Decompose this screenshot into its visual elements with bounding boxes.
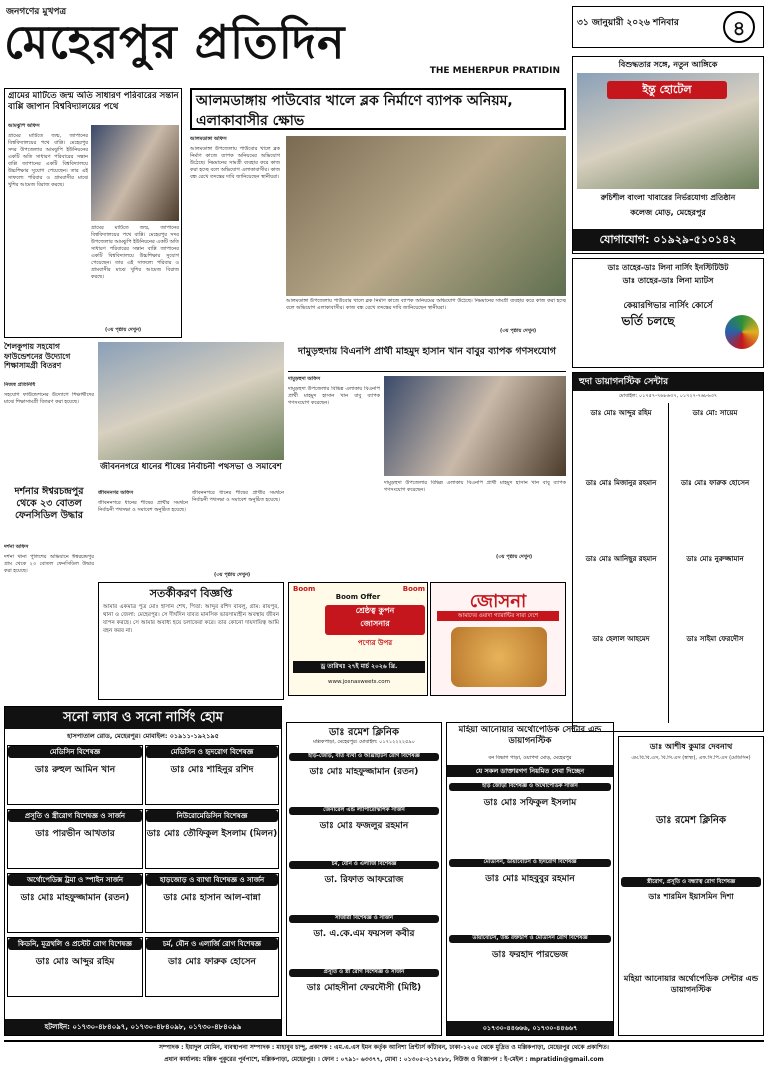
lead-story-headline: আলমডাঙ্গায় পাউবোর খালে ব্লক নির্মাণে ব্যাপক অনিয়ম, এলাকাবাসীর ক্ষোভ bbox=[190, 88, 566, 130]
boom-offer-label: Boom Offer bbox=[335, 593, 381, 601]
rb-footer-title: মহিয়া আনোয়ার অর্থোপেডিক সেন্টার এন্ড ডায়াগনস্টিক bbox=[623, 974, 759, 994]
mohia-row-3 bbox=[449, 935, 611, 1005]
ramesh-row-3 bbox=[289, 861, 439, 911]
story-campaign-continued: (৩য় পৃষ্ঠায় দেখুন) bbox=[496, 554, 533, 560]
ramesh-row-2 bbox=[289, 807, 439, 857]
story-campaign-body2: দামুড়হুদা উপজেলার বিভিন্ন এলাকায় বিএনপি প্রার্থী মাহমুদ হাসান খান বাবু ব্যাপক গণসংযোগ করেছেন। bbox=[384, 480, 566, 493]
rb-doctor-1-degree: এম.বি.বি.এস, বি.সি.এস (স্বাস্থ্য), এফ.সি.পি.এস (মেডিসিন) bbox=[631, 755, 751, 761]
sono-address: হাসপাতাল রোড, মেহেরপুর। মোবাইল: ০১৯১১-১৯২১৯৫ bbox=[67, 732, 219, 740]
mohia-row-1 bbox=[449, 783, 611, 853]
hotel-contact: যোগাযোগ: ০১৯২৯-৫১০১৪২ bbox=[573, 229, 763, 251]
rb-doctor-2: ডাঃ শারমিন ইয়াসমিন দিশা bbox=[648, 892, 734, 901]
mohia-row-2 bbox=[449, 859, 611, 929]
sono-row-1 bbox=[7, 745, 143, 805]
story-darshana bbox=[4, 486, 94, 690]
sono-row-6 bbox=[145, 873, 279, 933]
story-paddy-photo bbox=[98, 342, 284, 460]
sono-doctor-3: ডাঃ পারভীন আখতার bbox=[35, 829, 115, 839]
sono-spec-4: নিউরোমেডিসিন বিশেষজ্ঞ bbox=[146, 810, 278, 822]
mohia-doctor-2: ডাঃ মোঃ মাহবুবুর রহমান bbox=[485, 874, 575, 884]
story-bappi-body2: গ্রামের মাটিতে জন্ম, জাপানের বিশ্ববিদ্যালয়ের পথে বাপ্পি। মেহেরপুর সদর উপজেলার আমঝুপি ইউনিয়নের একটি অতি সাধারণ পরিবারের সন্তান বাপ্পি জাপানের একটি বিশ্ববিদ্যালয়ে উচ্চশিক্ষার সুযোগ পেয়েছেন। তার এই সাফল্যে পরিবার ও গ্রামবাসীর মাঝে খুশির আমেজ বিরাজ করছে। bbox=[91, 225, 179, 280]
coupon-banner bbox=[325, 605, 425, 635]
sono-lab-ad bbox=[4, 706, 282, 1036]
sono-doctor-5: ডাঃ মোঃ মাহফুজ্জামান (রতন) bbox=[20, 893, 130, 903]
ramesh-row-5 bbox=[289, 969, 439, 1029]
footer-line-2: প্রধান কার্যালয়: মল্লিক পুকুরের পূর্বপাশে, মল্লিকপাড়া, মেহেরপুর। । ফোন : ০৭৯১- ৬৩৩৭৭, মোবা : ০১৩০৫-২১৭৫৮৮, নিউজ ও বিজ্ঞাপন : ই-মেইল : mpratidin@gmail.com bbox=[164, 1056, 604, 1063]
hoda-divider bbox=[668, 403, 669, 723]
lead-story-body: আলমডাঙ্গা উপজেলায় পাউবোর খালে ব্লক নির্মাণ কাজে ব্যাপক অনিয়মের অভিযোগ উঠেছে। নিম্নমানের সামগ্রী ব্যবহার করে কাজ করা হচ্ছে বলে অভিযোগ এলাকাবাসীর। কাজ বন্ধ রেখে তদন্তের দাবি জানিয়েছেন স্থানীয়রা। bbox=[190, 146, 280, 180]
sono-doctor-7: ডাঃ মোঃ আব্দুর রহিম bbox=[35, 957, 115, 967]
ramesh-spec-2: জেনারেল এন্ড ল্যাপারোস্কপিক সার্জন bbox=[289, 807, 439, 815]
mohia-ad bbox=[446, 722, 614, 1036]
ramesh-row-4 bbox=[289, 915, 439, 965]
story-campaign-photo bbox=[384, 376, 566, 476]
story-paddy-headline: জীবননগরে ধানের শীষের নির্বাচনী পথসভা ও সমাবেশ bbox=[100, 462, 282, 472]
hotel-sign: ইন্তু হোটেল bbox=[607, 81, 727, 99]
sono-spec-7: কিডনি, মূত্রথলি ও প্রস্টেট রোগ বিশেষজ্ঞ bbox=[8, 938, 142, 950]
notice-title: সতর্কীকরণ বিজ্ঞপ্তি bbox=[149, 587, 233, 600]
career-course: কেয়ারগিভার নার্সিং কোর্সে bbox=[623, 301, 713, 311]
mohia-doctor-3: ডাঃ ফরহাদ পারভেজ bbox=[492, 950, 568, 960]
admission-label: ভর্তি চলছে bbox=[621, 314, 675, 328]
story-bappi-continued: (৩য় পৃষ্ঠায় দেখুন) bbox=[105, 327, 142, 333]
hoda-doctor-7: ডাঃ হেলাল আহমেদ bbox=[592, 635, 650, 643]
sono-row-8 bbox=[145, 937, 279, 997]
story-darshana-body: দর্শনা থানা পুলিশের অভিযানে ঈশ্বরচন্দ্রপুর গ্রাম থেকে ২৩ বোতল ফেনসিডিল উদ্ধার করা হয়েছে। bbox=[4, 554, 94, 574]
ramesh-spec-4: সার্জারী বিশেষজ্ঞ ও সার্জন bbox=[289, 915, 439, 923]
ramesh-clinic-title: ডাঃ রমেশ ক্লিনিক bbox=[328, 727, 400, 738]
sono-hotline: হটলাইন: ০১৭৩০-৪৮৪০৯৭, ০১৭৩০-৪৮৪০৯৮, ০১৭৩০-৪৮৪০৯৯ bbox=[5, 1019, 281, 1035]
nursing-title: ডাঃ তাহের-ডাঃ লিনা নার্সিং ইনস্টিটিউট bbox=[607, 263, 729, 272]
story-bappi-byline: আমঝুপি অফিস bbox=[8, 123, 40, 129]
sono-spec-8: চর্ম, যৌন ও এলার্জি রোগ বিশেষজ্ঞ bbox=[146, 938, 278, 950]
notice-body: আমার একমাত্র পুত্র মোঃ হাসান শেখ, পিতা: আব্দুর রশিদ বাবলু, গ্রাম: রায়পুর, থানা ও জেলা: মেহেরপুর। সে দীর্ঘদিন যাবত মানসিক ভারসাম্যহীন অবস্থায় জীবন যাপন করছে। সে আমার অবাধ্য হয়ে চলাফেরা করে। তার কোনো দায়দায়িত্ব আমি বহন করব না। bbox=[103, 604, 279, 634]
ramesh-clinic-address: মল্লিকপাড়া, মেহেরপুর। মোবাইল: ০১৭১২২২২৫৯০ bbox=[313, 739, 415, 745]
mohia-title: মহিয়া আনোয়ার অর্থোপেডিক সেন্টার এন্ড ডায়াগনস্টিক bbox=[458, 725, 602, 746]
sono-row-3 bbox=[7, 809, 143, 869]
warning-notice bbox=[98, 582, 284, 700]
hoda-doctor-3: ডাঃ মোঃ মিজানুর রহমান bbox=[585, 479, 657, 487]
lead-story-photo bbox=[286, 136, 566, 296]
mohia-spec-2: মেডিসিন, ডায়াবেটিস ও হৃদরোগ বিশেষজ্ঞ bbox=[449, 859, 611, 867]
ramesh-doctor-3: ডা. রিফাত আফরোজ bbox=[324, 875, 404, 885]
sono-row-5 bbox=[7, 873, 143, 933]
coupon-brand: জোসনার bbox=[360, 619, 390, 628]
josna-ad bbox=[430, 582, 566, 696]
hoda-doctor-4: ডাঃ মোঃ ফারুক হোসেন bbox=[680, 479, 750, 487]
hoda-doctor-1: ডাঃ মোঃ আব্দুর রহিম bbox=[590, 409, 652, 417]
hotel-ad bbox=[572, 56, 764, 254]
sono-row-7 bbox=[7, 937, 143, 997]
hotel-location: কলেজ মোড়, মেহেরপুর bbox=[630, 208, 706, 217]
sono-spec-1: মেডিসিন বিশেষজ্ঞ bbox=[8, 746, 142, 758]
sono-doctor-4: ডাঃ মোঃ তৌফিকুল ইসলাম (মিলন) bbox=[146, 829, 278, 839]
story-campaign-byline: দামুড়হুদা অফিস bbox=[288, 376, 321, 382]
josna-brand: জোসনা bbox=[469, 591, 527, 609]
story-bappi-photo bbox=[91, 125, 179, 221]
ramesh-spec-3: চর্ম, যৌন ও এলার্জি বিশেষজ্ঞ bbox=[289, 861, 439, 869]
sono-spec-3: প্রসূতি ও স্ত্রীরোগ বিশেষজ্ঞ ও সার্জন bbox=[8, 810, 142, 822]
coupon-product: পণ্যের উপর bbox=[357, 639, 393, 647]
coupon-text: শ্রেষ্ঠত্ব কুপন bbox=[355, 606, 395, 615]
story-blankets bbox=[4, 342, 94, 482]
ramesh-doctor-5: ডাঃ মোহসীনা ফেরদৌসী (মিষ্টি) bbox=[306, 983, 422, 993]
ramesh-doctor-1: ডাঃ মোঃ মাহফুজ্জামান (রতন) bbox=[309, 767, 419, 777]
footer bbox=[4, 1040, 764, 1068]
ramesh-doctor-4: ডা. এ.কে.এম ফয়সল কবীর bbox=[313, 929, 415, 939]
lead-story-body-cont: আলমডাঙ্গা উপজেলায় পাউবোর খালে ব্লক নির্মাণ কাজে ব্যাপক অনিয়মের অভিযোগ উঠেছে। নিম্নমানের সামগ্রী ব্যবহার করে কাজ করা হচ্ছে বলে অভিযোগ এলাকাবাসীর। কাজ বন্ধ রেখে তদন্তের দাবি জানিয়েছেন স্থানীয়রা। bbox=[286, 298, 566, 311]
masthead-title: মেহেরপুর প্রতিদিন bbox=[4, 15, 346, 69]
story-bappi-body: গ্রামের মাটিতে জন্ম, জাপানের বিশ্ববিদ্যালয়ের পথে বাপ্পি। মেহেরপুর সদর উপজেলার আমঝুপি ইউনিয়নের একটি অতি সাধারণ পরিবারের সন্তান বাপ্পি জাপানের একটি বিশ্ববিদ্যালয়ে উচ্চশিক্ষার সুযোগ পেয়েছেন। তার এই সাফল্যে পরিবার ও গ্রামবাসীর মাঝে খুশির আমেজ বিরাজ করছে। bbox=[8, 133, 88, 188]
masthead-tagline: জনগণের মুখপত্র bbox=[6, 7, 67, 16]
hotel-slogan: বিশুদ্ধতার সঙ্গে, নতুন আঙ্গিকে bbox=[618, 60, 718, 69]
date-text: ৩১ জানুয়ারী ২০২৬ শনিবার bbox=[577, 18, 679, 28]
hoda-diagnostic bbox=[572, 372, 764, 732]
mohia-doctor-1: ডাঃ মোঃ সফিকুল ইসলাম bbox=[483, 798, 577, 808]
hoda-title: হুদা ডায়াগনস্টিক সেন্টার bbox=[573, 373, 763, 391]
hotel-photo bbox=[577, 73, 759, 189]
josna-sweets-image bbox=[451, 627, 547, 687]
mohia-spec-1: হাড় জোড়া বিশেষজ্ঞ ও অর্থোপেডিক সার্জন bbox=[449, 783, 611, 791]
draw-date: ড্র তারিখঃ ২৭ই মার্চ ২০২৬ খ্রি. bbox=[293, 661, 425, 673]
story-paddy-byline: জীবননগর অফিস bbox=[98, 490, 134, 496]
story-blankets-headline: শৈলকুপায় সহযোগ ফাউন্ডেশনের উদ্যোগে শিক্ষাসামগ্রী বিতরণ bbox=[4, 342, 71, 370]
story-bappi-headline: গ্রামের মাটিতে জন্ম অতি সাধারণ পরিবারের সন্তান বাপ্পি জাপান বিশ্ববিদ্যালয়ের পথে bbox=[8, 91, 179, 112]
nursing-logo-icon bbox=[725, 315, 759, 349]
hotel-caption: রুচিশীল বাংলা খাবারের নির্ভরযোগ্য প্রতিষ্ঠান bbox=[600, 193, 736, 202]
sono-doctor-6: ডাঃ মোঃ হাসান আল-বান্না bbox=[163, 893, 261, 903]
boom-label-2: Boom bbox=[402, 585, 425, 593]
page-number-badge: ৪ bbox=[723, 11, 755, 43]
mohia-address: বন বিভাগ পাড়া, ওয়াপদা মোড়, মেহেরপুর bbox=[488, 755, 572, 761]
story-campaign-headline: দামুড়হুদায় বিএনপি প্রার্থী মাহমুদ হাসান খান বাবুর ব্যাপক গণসংযোগ bbox=[288, 346, 566, 372]
story-blankets-body: সহযোগ ফাউন্ডেশনের উদ্যোগে শিক্ষার্থীদের মাঝে শিক্ষাসামগ্রী বিতরণ করা হয়েছে। bbox=[4, 392, 94, 405]
lead-story-byline: আলমডাঙ্গা অফিস bbox=[190, 136, 227, 142]
sono-doctor-1: ডাঃ রুহুল আমিন খান bbox=[34, 765, 116, 775]
hoda-doctor-2: ডাঃ মো: সায়েম bbox=[692, 409, 738, 417]
story-paddy-body: জীবননগরে ধানের শীষের প্রার্থীর সমর্থনে নির্বাচনী পথসভা ও সমাবেশ অনুষ্ঠিত হয়েছে। bbox=[98, 500, 188, 513]
hoda-doctor-8: ডাঃ সাইমা ফেরদৌস bbox=[686, 635, 744, 643]
story-bappi bbox=[4, 88, 182, 338]
sono-row-2 bbox=[145, 745, 279, 805]
sono-spec-2: মেডিসিন ও হৃদরোগ বিশেষজ্ঞ bbox=[146, 746, 278, 758]
hoda-phone: মোবাইল: ০১৭৫৭-৭৬৮৬৩৭, ০১৭২৭-৭৬৮৬৩৭ bbox=[618, 393, 718, 399]
sono-spec-6: হাড়জোড় ও ব্যাথা বিশেষজ্ঞ ও সার্জন bbox=[146, 874, 278, 886]
story-paddy-body2: জীবননগরে ধানের শীষের প্রার্থীর সমর্থনে নির্বাচনী পথসভা ও সমাবেশ অনুষ্ঠিত হয়েছে। bbox=[192, 490, 284, 503]
nursing-subtitle: ডাঃ তাহের-ডাঃ লিনা ম্যাটস bbox=[622, 276, 714, 285]
lead-story-continued: (৩য় পৃষ্ঠায় দেখুন) bbox=[500, 328, 537, 334]
sono-row-4 bbox=[145, 809, 279, 869]
boom-website: www.josnasweets.com bbox=[327, 679, 390, 685]
sono-doctor-2: ডাঃ মোঃ শাহিনুর রশিদ bbox=[170, 765, 254, 775]
ramesh-doctor-2: ডাঃ মোঃ ফজলুর রহমান bbox=[319, 821, 409, 831]
hoda-doctor-6: ডাঃ মোঃ নুরুজ্জামান bbox=[686, 555, 744, 563]
sono-doctor-8: ডাঃ মোঃ ফারুক হোসেন bbox=[168, 957, 256, 967]
date-box bbox=[572, 6, 764, 48]
ramesh-row-1 bbox=[289, 753, 439, 803]
sono-spec-5: অর্থোপেডিক্স ট্রমা ও স্পাইন সার্জন bbox=[8, 874, 142, 886]
ramesh-spec-1: হাড়-জোড়, বাত ব্যথা ও আথ্রাইটিস রোগ বিশেষজ্ঞ bbox=[289, 753, 439, 761]
boom-label-1: Boom bbox=[293, 585, 316, 593]
story-blankets-byline: নিজস্ব প্রতিনিধি bbox=[4, 382, 36, 388]
hoda-doctor-5: ডাঃ মোঃ আনিছুর রহমান bbox=[585, 555, 657, 563]
story-darshana-byline: দর্শনা অফিস bbox=[4, 544, 29, 550]
rb-doctor-1: ডাঃ আশীষ কুমার দেবনাথ bbox=[649, 742, 733, 751]
rb-clinic: ডাঃ রমেশ ক্লিনিক bbox=[655, 815, 727, 826]
story-darshana-headline: দর্শনার ঈশ্বরচন্দ্রপুর থেকে ২৩ বোতল ফেনসিডিল উদ্ধার bbox=[14, 486, 84, 521]
mohia-hotline: ০১৭৩০-৪৪৬৬৬, ০১৭৩০-৪৪৬৬৭ bbox=[447, 1021, 613, 1035]
ramesh-spec-5: প্রসূতি ও স্ত্রী রোগ বিশেষজ্ঞ ও সার্জন bbox=[289, 969, 439, 977]
boom-offer-ad bbox=[288, 582, 428, 696]
mohia-band: যে সকল ডাক্তারগণ নিয়মিত সেবা দিচ্ছেন bbox=[447, 765, 613, 777]
sono-title: সনো ল্যাব ও সনো নার্সিং হোম bbox=[5, 707, 281, 729]
story-campaign-body: দামুড়হুদা উপজেলার বিভিন্ন এলাকায় বিএনপি প্রার্থী মাহমুদ হাসান খান বাবু ব্যাপক গণসংযোগ করেছেন। bbox=[288, 386, 380, 406]
nursing-ad bbox=[572, 258, 764, 368]
right-bottom-ad bbox=[618, 736, 764, 1036]
josna-tagline: আমাদের ওয়াদা গ্যারান্টির সারা দেশে bbox=[437, 611, 559, 621]
story-paddy-continued: (৩য় পৃষ্ঠায় দেখুন) bbox=[214, 572, 251, 578]
footer-line-1: সম্পাদক : ইয়াদুল মোমিন, ব্যবস্থাপনা সম্পাদক : মাহাবুব চান্দু, প্রকাশক : এম.এ.এস ইমন কর্তৃক আনিশা প্রিন্টার্স কাঁটাবন, ঢাকা-১২০৫ থেকে মুদ্রিত ও মল্লিকপাড়া, মেহেরপুর থেকে প্রকাশিত। bbox=[159, 1044, 609, 1051]
masthead-english-title: THE MEHERPUR PRATIDIN bbox=[350, 66, 560, 78]
rb-spec-2: স্ত্রীরোগ, প্রসূতি ও বন্ধ্যাত্ব রোগ বিশেষজ্ঞ bbox=[621, 877, 761, 887]
ramesh-clinic-ad bbox=[286, 722, 442, 1036]
mohia-spec-3: ডায়াবেটিস, উচ্চ রক্তচাপ ও মেডিসিন রোগ বিশেষজ্ঞ bbox=[449, 935, 611, 943]
